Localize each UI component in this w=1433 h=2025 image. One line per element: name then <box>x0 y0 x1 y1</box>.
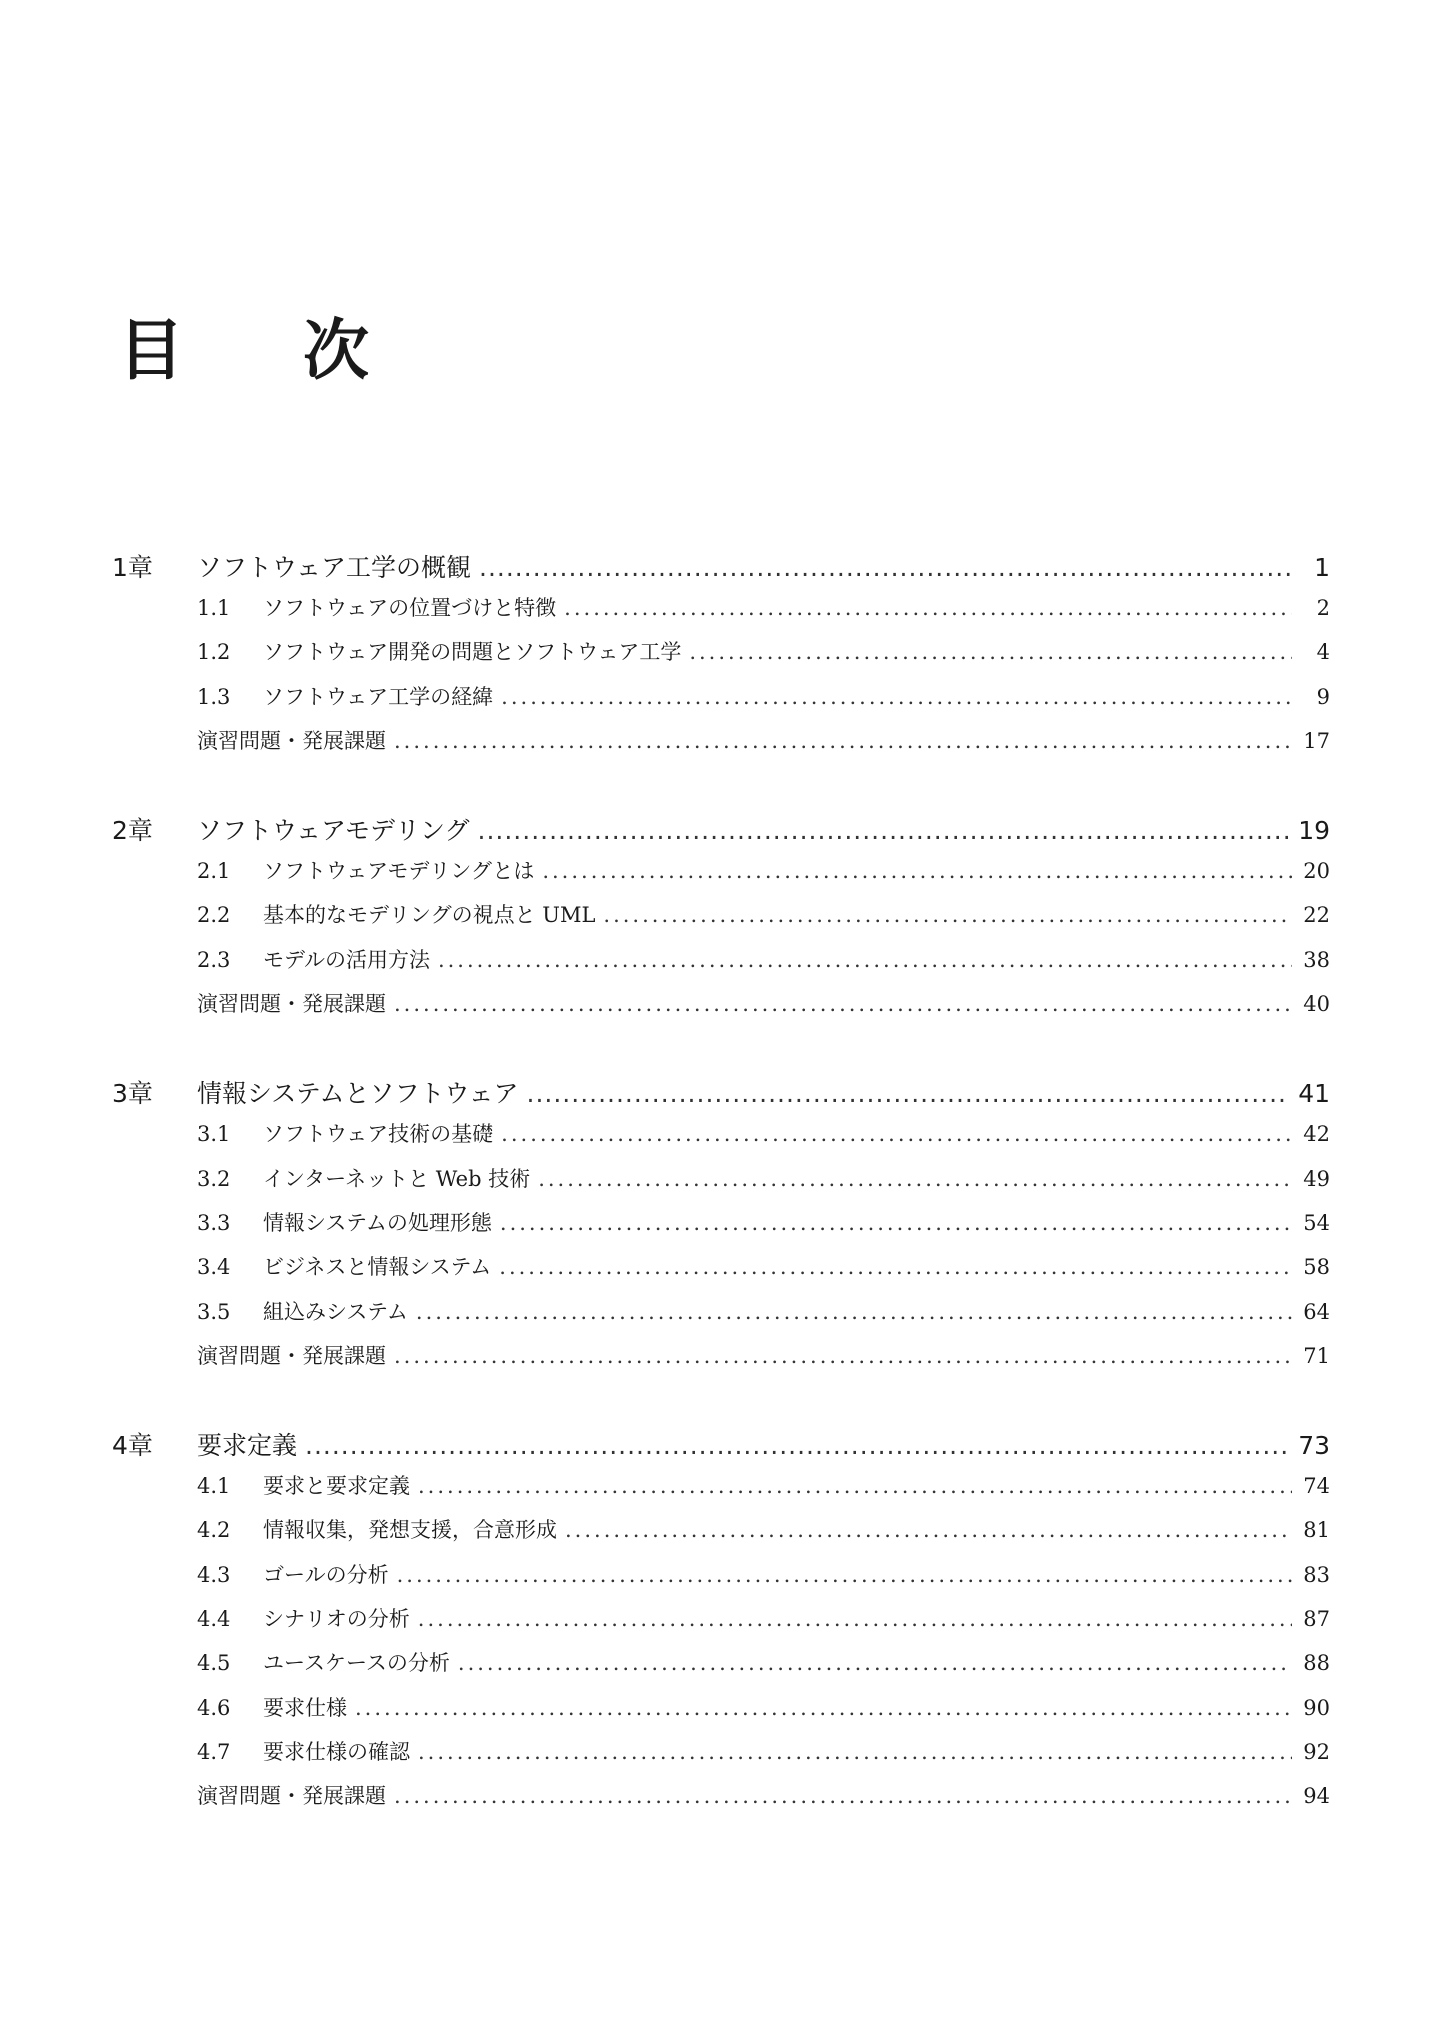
chapter-title: ソフトウェア工学の概観 <box>197 553 472 582</box>
toc-entry[interactable] <box>112 1207 1330 1251</box>
dot-leader <box>501 685 1292 709</box>
dot-leader <box>418 1607 1292 1631</box>
page-number: 19 <box>1298 816 1330 846</box>
section-title: ソフトウェア技術の基礎 <box>263 1122 494 1147</box>
dot-leader <box>397 1563 1292 1587</box>
chapter-number: 4章 <box>112 1431 153 1461</box>
section-number: 1.1 <box>197 596 231 620</box>
chapter-3 <box>112 1074 1330 1384</box>
toc-entry-exercises[interactable] <box>112 725 1330 769</box>
page-number: 4 <box>1316 640 1330 665</box>
section-title: 情報システムの処理形態 <box>263 1210 492 1235</box>
page-number: 22 <box>1303 903 1330 928</box>
toc-entry[interactable] <box>112 1514 1330 1558</box>
page-number: 73 <box>1298 1431 1330 1461</box>
chapter-title: ソフトウェアモデリング <box>197 816 470 846</box>
chapter-1 <box>112 548 1330 769</box>
section-number: 3.5 <box>197 1299 231 1324</box>
dot-leader <box>394 992 1292 1016</box>
toc-entry[interactable] <box>112 855 1330 899</box>
section-title: ソフトウェア開発の問題とソフトウェア工学 <box>263 640 682 665</box>
chapter-2 <box>112 811 1330 1032</box>
toc-entry[interactable] <box>112 1296 1330 1340</box>
dot-leader <box>478 816 1289 845</box>
section-number: 4.6 <box>197 1695 231 1720</box>
chapter-title: 情報システムとソフトウェア <box>197 1079 519 1109</box>
toc-entry-exercises[interactable] <box>112 1780 1330 1824</box>
dot-leader <box>565 1518 1292 1542</box>
toc-entry[interactable] <box>112 1736 1330 1780</box>
toc-entry[interactable] <box>112 1163 1330 1207</box>
page-number: 81 <box>1303 1518 1330 1543</box>
section-number: 2.2 <box>197 903 231 928</box>
chapter-number: 3章 <box>112 1079 153 1109</box>
section-title: ソフトウェア工学の経緯 <box>263 684 494 709</box>
chapter-number: 2章 <box>112 816 153 846</box>
page-number: 38 <box>1303 947 1330 972</box>
toc-entry[interactable] <box>112 592 1330 636</box>
dot-leader <box>527 1079 1289 1108</box>
page-number: 49 <box>1303 1166 1330 1191</box>
dot-leader <box>603 903 1292 927</box>
section-title: ビジネスと情報システム <box>263 1255 492 1280</box>
section-title: ゴールの分析 <box>263 1562 389 1587</box>
section-title: 要求仕様 <box>263 1695 347 1720</box>
toc-entry[interactable] <box>112 1692 1330 1736</box>
section-number: 3.3 <box>197 1210 231 1235</box>
page-number: 20 <box>1303 859 1330 884</box>
dot-leader <box>500 1211 1292 1235</box>
dot-leader <box>394 1784 1292 1808</box>
page-number: 1 <box>1314 553 1330 582</box>
toc-entry-exercises[interactable] <box>112 1340 1330 1384</box>
section-number: 4.5 <box>197 1651 231 1676</box>
dot-leader <box>538 1167 1292 1191</box>
page-number: 71 <box>1303 1343 1330 1368</box>
dot-leader <box>438 948 1292 972</box>
section-number: 1.2 <box>197 640 231 665</box>
page-number: 83 <box>1303 1562 1330 1587</box>
page-number: 40 <box>1303 992 1330 1017</box>
section-title: 組込みシステム <box>263 1299 408 1324</box>
toc-entry[interactable] <box>112 636 1330 680</box>
section-title: ユースケースの分析 <box>263 1651 450 1676</box>
section-number: 3.1 <box>197 1122 231 1147</box>
section-title: インターネットと Web 技術 <box>263 1166 531 1191</box>
chapter-number: 1章 <box>112 553 153 582</box>
section-title: 演習問題・発展課題 <box>197 1343 386 1368</box>
dot-leader <box>355 1696 1292 1720</box>
page-number: 17 <box>1303 728 1330 753</box>
chapter-heading[interactable] <box>112 1426 1330 1470</box>
section-title: 要求と要求定義 <box>263 1474 410 1499</box>
page-number: 9 <box>1316 684 1330 709</box>
section-number: 3.2 <box>197 1166 231 1191</box>
chapter-heading[interactable] <box>112 548 1330 592</box>
section-title: 演習問題・発展課題 <box>197 1784 386 1809</box>
page-number: 41 <box>1298 1079 1330 1109</box>
page-number: 54 <box>1303 1210 1330 1235</box>
toc-entry[interactable] <box>112 1470 1330 1514</box>
section-title: 演習問題・発展課題 <box>197 728 386 753</box>
page-number: 42 <box>1303 1122 1330 1147</box>
section-number: 1.3 <box>197 684 231 709</box>
toc-entry-exercises[interactable] <box>112 988 1330 1032</box>
page-number: 87 <box>1303 1607 1330 1632</box>
section-title: 基本的なモデリングの視点と UML <box>263 903 596 928</box>
dot-leader <box>394 1344 1292 1368</box>
chapter-title: 要求定義 <box>197 1431 298 1461</box>
chapter-4 <box>112 1426 1330 1824</box>
section-title: シナリオの分析 <box>263 1607 410 1632</box>
toc-entry[interactable] <box>112 1559 1330 1603</box>
toc-entry[interactable] <box>112 899 1330 943</box>
section-title: ソフトウェアモデリングとは <box>263 859 535 884</box>
toc-entry[interactable] <box>112 944 1330 988</box>
section-number: 3.4 <box>197 1255 231 1280</box>
section-title: 要求仕様の確認 <box>263 1739 410 1764</box>
section-number: 4.7 <box>197 1739 231 1764</box>
dot-leader <box>479 553 1292 582</box>
dot-leader <box>394 729 1292 753</box>
page-title: 目 次 <box>118 312 417 389</box>
dot-leader <box>542 859 1292 883</box>
dot-leader <box>418 1474 1292 1498</box>
dot-leader <box>501 1122 1292 1146</box>
page-number: 88 <box>1303 1651 1330 1676</box>
dot-leader <box>418 1740 1292 1764</box>
table-of-contents <box>112 548 1330 1867</box>
dot-leader <box>564 596 1292 620</box>
page-number: 90 <box>1303 1695 1330 1720</box>
section-title: 情報収集，発想支援，合意形成 <box>263 1518 557 1543</box>
section-number: 2.1 <box>197 859 231 884</box>
dot-leader <box>305 1431 1288 1460</box>
dot-leader <box>458 1651 1292 1675</box>
chapter-heading[interactable] <box>112 811 1330 855</box>
dot-leader <box>689 640 1292 664</box>
toc-entry[interactable] <box>112 1647 1330 1691</box>
dot-leader <box>416 1300 1292 1324</box>
section-title: 演習問題・発展課題 <box>197 992 386 1017</box>
page-number: 94 <box>1303 1784 1330 1809</box>
page-number: 2 <box>1316 596 1330 620</box>
page-number: 74 <box>1303 1474 1330 1499</box>
section-number: 4.4 <box>197 1607 231 1632</box>
page-number: 92 <box>1303 1739 1330 1764</box>
toc-entry[interactable] <box>112 1603 1330 1647</box>
section-number: 4.3 <box>197 1562 231 1587</box>
chapter-heading[interactable] <box>112 1074 1330 1118</box>
toc-entry[interactable] <box>112 681 1330 725</box>
page-number: 64 <box>1303 1299 1330 1324</box>
toc-entry[interactable] <box>112 1251 1330 1295</box>
section-title: モデルの活用方法 <box>263 947 430 972</box>
section-number: 2.3 <box>197 947 231 972</box>
page-number: 58 <box>1303 1255 1330 1280</box>
dot-leader <box>499 1255 1292 1279</box>
section-number: 4.2 <box>197 1518 231 1543</box>
section-number: 4.1 <box>197 1474 231 1499</box>
section-title: ソフトウェアの位置づけと特徴 <box>263 596 557 620</box>
toc-entry[interactable] <box>112 1118 1330 1162</box>
